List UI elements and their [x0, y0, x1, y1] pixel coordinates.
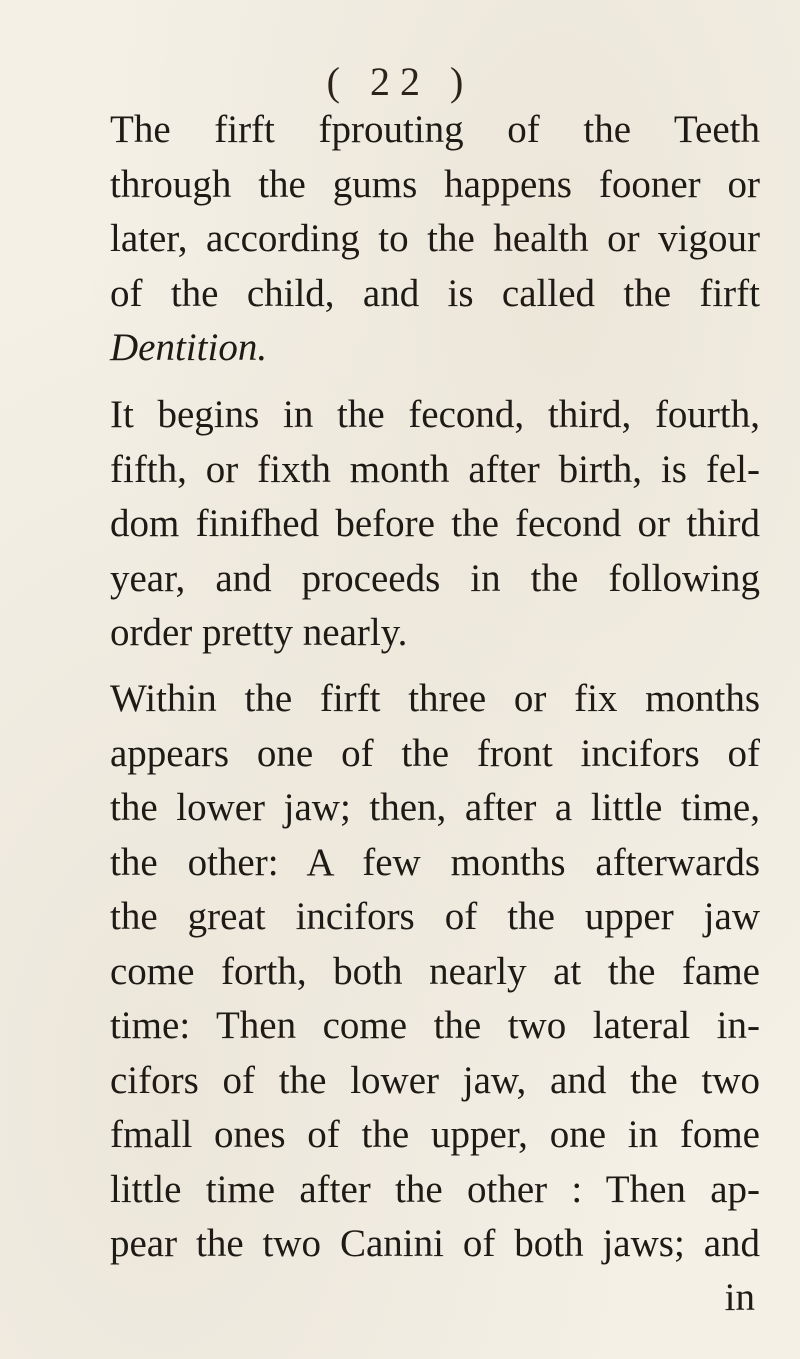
text-line: year, and proceeds in the following [110, 556, 760, 600]
text-line: pear the two Canini of both jaws; and [110, 1222, 760, 1265]
text-line: through the gums happens fooner or [110, 162, 760, 206]
text-line [110, 321, 760, 376]
text-line: dom finifhed before the fecond or third [110, 502, 760, 545]
text-line: fifth, or fixth month after birth, is fel- [110, 447, 760, 491]
text-line: order pretty nearly. [110, 611, 408, 654]
text-line: come forth, both nearly at the fame [110, 949, 760, 993]
italic-word: Dentition. [110, 326, 268, 369]
paragraph-3 [110, 672, 760, 1272]
text-line: little time after the other : Then ap- [110, 1167, 760, 1211]
text-line: The firft fprouting of the Teeth [110, 108, 760, 151]
text-line: cifors of the lower jaw, and the two [110, 1058, 760, 1102]
text-line: It begins in the fecond, third, fourth, [110, 393, 760, 436]
text-line: the other: A few months afterwards [110, 840, 760, 884]
paragraph-2 [110, 388, 760, 661]
text-line: later, according to the health or vigour [110, 217, 760, 260]
text-line: appears one of the front incifors of [110, 731, 760, 775]
text-line: Within the firft three or fix months [110, 677, 760, 720]
text-line: of the child, and is called the firft [110, 271, 760, 315]
catchword: in [724, 1276, 755, 1319]
page-number: ( 22 ) [326, 59, 474, 104]
text-line: fmall ones of the upper, one in fome [110, 1113, 760, 1156]
text-line: the great incifors of the upper jaw [110, 895, 760, 938]
paragraph-1 [110, 103, 760, 376]
text-line: the lower jaw; then, after a little time, [110, 786, 760, 829]
text-line: time: Then come the two lateral in- [110, 1004, 760, 1047]
